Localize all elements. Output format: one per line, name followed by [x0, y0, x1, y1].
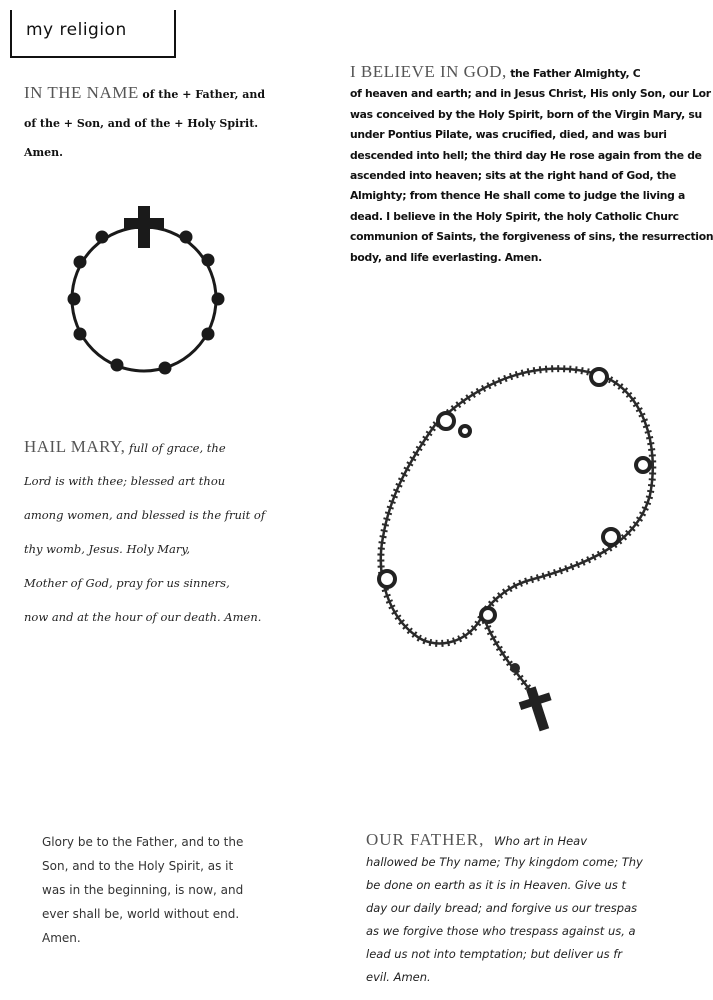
rosary-chain-icon [375, 345, 665, 740]
our-father-line: be done on earth as it is in Heaven. Give us t [366, 878, 627, 892]
page-title-tab [10, 10, 176, 58]
creed-line: descended into hell; the third day He rose again from the de [350, 148, 702, 162]
rosary-circle-icon [60, 200, 235, 380]
creed-line: communion of Saints, the forgiveness of sins, the resurrection [350, 230, 713, 244]
creed-line: under Pontius Pilate, was crucified, died, and was buri [350, 128, 667, 142]
glory-be-line: Son, and to the Holy Spirit, as it [42, 859, 234, 873]
our-father-heading: OUR FATHER, [366, 830, 485, 849]
glory-be-line: Amen. [42, 931, 81, 945]
creed-line: of heaven and earth; and in Jesus Christ, His only Son, our Lor [350, 87, 711, 101]
creed-heading: I BELIEVE IN GOD, [350, 62, 507, 81]
sign-of-cross-line: of the + Son, and of the + Holy Spirit. [24, 117, 259, 130]
hail-mary-line: among women, and blessed is the fruit of [24, 508, 266, 522]
hail-mary-line: Lord is with thee; blessed art thou [24, 474, 226, 488]
glory-be-line: ever shall be, world without end. [42, 907, 240, 921]
glory-be-line: was in the beginning, is now, and [42, 883, 244, 897]
sign-of-cross-line: of the + Father, and [142, 88, 266, 101]
apostles-creed-prayer [350, 62, 713, 282]
creed-line: body, and life everlasting. Amen. [350, 250, 542, 264]
hail-mary-heading: HAIL MARY, [24, 437, 126, 456]
sign-of-cross-heading: IN THE NAME [24, 83, 139, 102]
hail-mary-line: thy womb, Jesus. Holy Mary, [24, 542, 190, 556]
page-title: my religion [26, 20, 127, 40]
sign-of-cross-prayer [24, 78, 316, 167]
creed-line: Almighty; from thence He shall come to judge the living a [350, 189, 686, 203]
our-father-line: as we forgive those who trespass against us, a [366, 924, 636, 938]
creed-line: dead. I believe in the Holy Spirit, the holy Catholic Churc [350, 209, 679, 223]
creed-line: ascended into heaven; sits at the right hand of God, the [350, 169, 677, 183]
hail-mary-line: Mother of God, pray for us sinners, [24, 576, 230, 590]
sign-of-cross-line: Amen. [24, 146, 63, 159]
our-father-prayer [366, 828, 674, 1000]
hail-mary-line: now and at the hour of our death. Amen. [24, 610, 262, 624]
creed-line: was conceived by the Holy Spirit, born of the Virgin Mary, su [350, 107, 702, 121]
creed-line: the Father Almighty, C [510, 67, 641, 80]
our-father-line: day our daily bread; and forgive us our trespas [366, 901, 638, 915]
glory-be-line: Glory be to the Father, and to the [42, 835, 244, 849]
our-father-line: hallowed be Thy name; Thy kingdom come; Thy [366, 855, 643, 869]
glory-be-prayer [42, 830, 262, 950]
our-father-line: evil. Amen. [366, 970, 431, 984]
hail-mary-prayer [24, 430, 264, 634]
our-father-line: Who art in Heav [494, 834, 588, 848]
our-father-line: lead us not into temptation; but deliver us fr [366, 947, 623, 961]
hail-mary-line: full of grace, the [129, 441, 226, 455]
